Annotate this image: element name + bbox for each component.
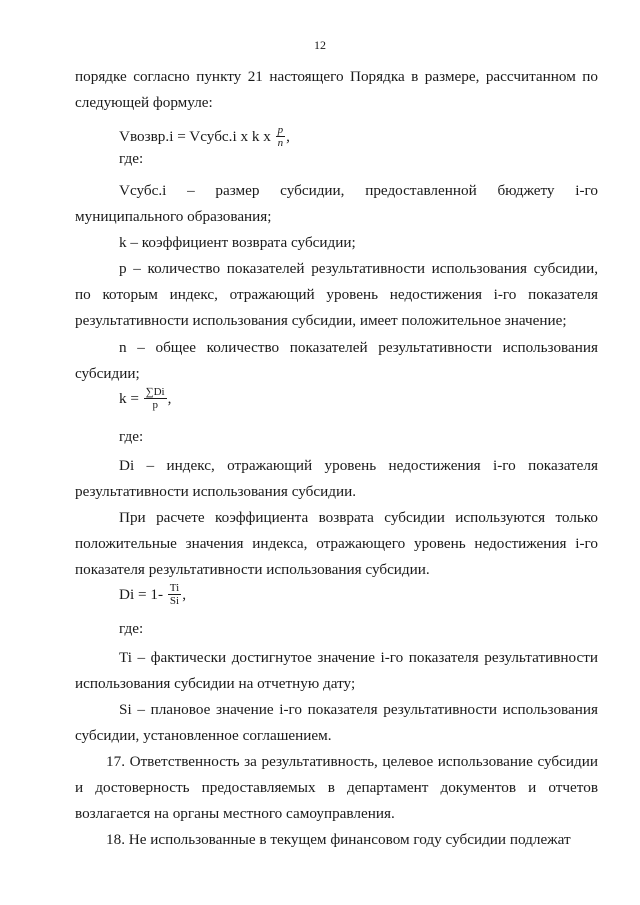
where-label-3: где: (119, 620, 144, 637)
formula-k-left: k = (119, 389, 139, 407)
vsubs-word: бюджету (497, 182, 555, 199)
formula-di-fraction (168, 582, 181, 607)
item-18-paragraph: 18. Не использованные в текущем финансовом году субсидии подлежат (106, 831, 571, 848)
vsubs-word: размер (215, 182, 260, 199)
vsubs-definition-line (119, 178, 598, 204)
fraction-numerator: Ti (169, 582, 180, 594)
p-definition: p – количество показателей результативности использования субсидии, по которым индекс, отражающий уровень недостижения i-го показателя результативности использования субсидии, имеет положительное значение; (75, 260, 598, 330)
calc-note-paragraph: При расчете коэффициента возврата субсидии используются только положительные значения индекса, отражающего уровень недостижения i-го показателя результативности использования субсидии. (75, 509, 598, 579)
fraction-numerator: p (277, 124, 284, 136)
formula-v-return (119, 124, 290, 149)
page-number: 12 (314, 38, 326, 52)
formula-di-left: Di = 1- (119, 585, 163, 603)
fraction-denominator: n (277, 137, 284, 149)
si-definition: Si – плановое значение i-го показателя результативности использования субсидии, установленное соглашением. (75, 701, 598, 745)
formula-k (119, 386, 171, 411)
vsubs-word: субсидии, (280, 182, 345, 199)
intro-paragraph: порядке согласно пункту 21 настоящего Порядка в размере, рассчитанном по следующей формуле: (75, 68, 598, 112)
formula-tail: , (286, 127, 290, 145)
formula-di (119, 582, 186, 607)
fraction-denominator: Si (169, 595, 180, 607)
k-definition: k – коэффициент возврата субсидии; (119, 234, 356, 251)
where-label-2: где: (119, 428, 144, 445)
di-definition: Di – индекс, отражающий уровень недостижения i-го показателя результативности использования субсидии. (75, 457, 598, 501)
fraction-denominator: p (152, 399, 158, 411)
n-definition: n – общее количество показателей результативности использования субсидии; (75, 339, 598, 383)
formula-v-return-fraction (276, 124, 286, 149)
formula-tail: , (167, 389, 172, 407)
vsubs-word: предоставленной (365, 182, 477, 199)
vsubs-word: Vсубс.i (119, 182, 167, 199)
fraction-numerator: ∑Di (145, 386, 165, 398)
vsubs-definition-cont: муниципального образования; (75, 208, 272, 225)
vsubs-word: i-го (575, 182, 598, 199)
formula-v-return-left: Vвозвр.i = Vсубс.i x k x (119, 127, 271, 145)
ti-definition: Ti – фактически достигнутое значение i-го показателя результативности использования субсидии на отчетную дату; (75, 649, 598, 693)
vsubs-word: – (187, 182, 195, 199)
formula-tail: , (182, 585, 186, 603)
formula-k-fraction (144, 386, 167, 411)
where-label-1: где: (119, 150, 144, 167)
item-17-paragraph: 17. Ответственность за результативность, целевое использование субсидии и достоверность предоставляемых в департамент документов и отчетов возлагается на органы местного самоуправления. (75, 753, 598, 823)
